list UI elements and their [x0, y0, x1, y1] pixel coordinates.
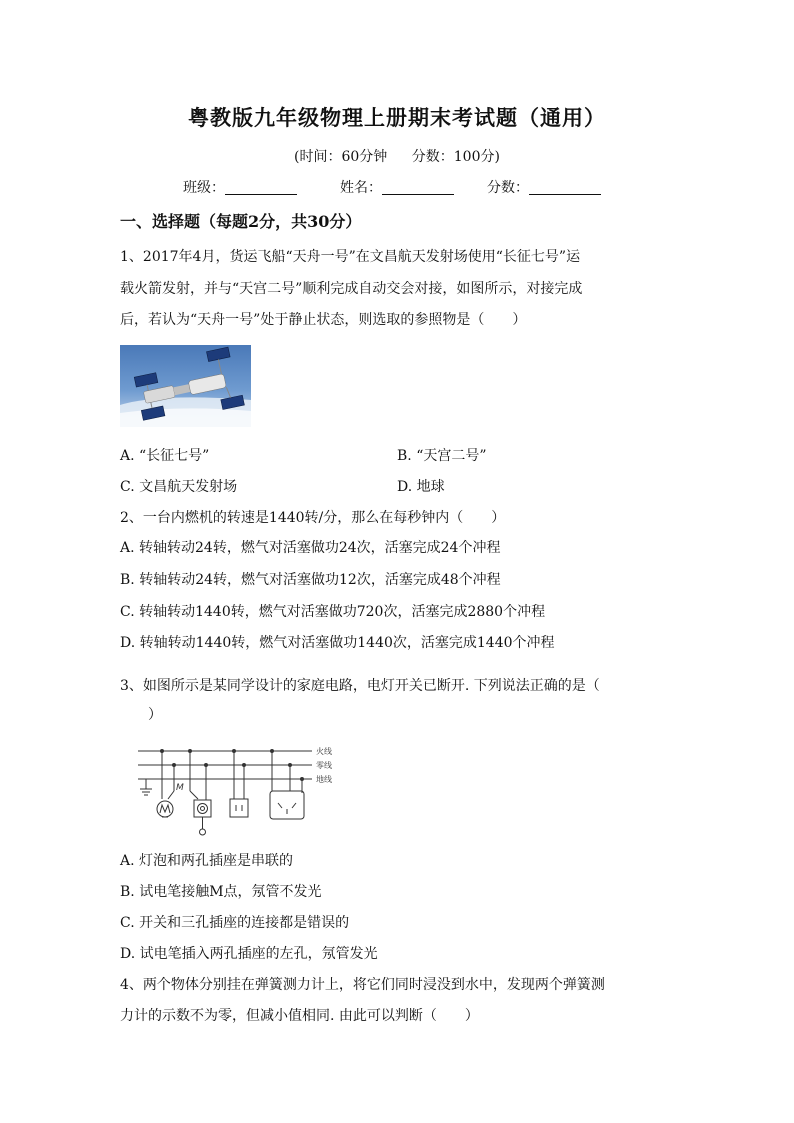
neutral-wire-label: 零线: [316, 761, 332, 770]
ground-wire-label: 地线: [316, 775, 332, 784]
score-field: [487, 177, 601, 197]
q3-option-b: B. 试电笔接触M点，氖管不发光: [120, 884, 322, 900]
live-wire-label: 火线: [316, 747, 332, 756]
q2-option-d: D. 转轴转动1440转，燃气对活塞做功1440次，活塞完成1440个冲程: [120, 635, 555, 651]
q1-stem-line3: 后，若认为“天舟一号”处于静止状态，则选取的参照物是（ ）: [120, 312, 527, 328]
exam-meta: [0, 146, 794, 166]
score-label: 分数：: [487, 180, 529, 196]
q1-stem-line1: 1、2017年4月，货运飞船“天舟一号”在文昌航天发射场使用“长征七号”运: [120, 249, 581, 265]
q3-option-a: A. 灯泡和两孔插座是串联的: [120, 853, 294, 869]
q1-option-b: B. “天宫二号”: [397, 448, 487, 464]
q2-option-b: B. 转轴转动24转，燃气对活塞做功12次，活塞完成48个冲程: [120, 572, 501, 588]
q4-stem-line2: 力计的示数不为零，但减小值相同. 由此可以判断（ ）: [120, 1008, 479, 1024]
q1-option-c: C. 文昌航天发射场: [120, 479, 238, 495]
q1-stem-line2: 载火箭发射，并与“天宫二号”顺利完成自动交会对接，如图所示，对接完成: [120, 281, 583, 297]
q2-stem: 2、一台内燃机的转速是1440转/分，那么在每秒钟内（ ）: [120, 510, 506, 526]
name-label: 姓名：: [340, 180, 382, 196]
q3-option-d: D. 试电笔插入两孔插座的左孔，氖管发光: [120, 946, 378, 962]
score-blank: [529, 180, 601, 195]
q4-stem-line1: 4、两个物体分别挂在弹簧测力计上，将它们同时浸没到水中，发现两个弹簧测: [120, 977, 605, 993]
space-station-photo: [120, 345, 251, 427]
q3-stem-line2: ）: [120, 707, 162, 723]
q3-option-c: C. 开关和三孔插座的连接都是错误的: [120, 915, 350, 931]
q2-option-a: A. 转轴转动24转，燃气对活塞做功24次，活塞完成24个冲程: [120, 540, 501, 556]
household-circuit-diagram: [132, 741, 347, 837]
class-blank: [225, 180, 297, 195]
class-field: [183, 177, 297, 197]
name-field: [340, 177, 454, 197]
page-title: 粤教版九年级物理上册期末考试题（通用）: [188, 105, 606, 130]
total-score: 分数：100分): [411, 149, 500, 165]
q2-option-c: C. 转轴转动1440转，燃气对活塞做功720次，活塞完成2880个冲程: [120, 604, 546, 620]
class-label: 班级：: [183, 180, 225, 196]
q3-stem-line1: 3、如图所示是某同学设计的家庭电路，电灯开关已断开. 下列说法正确的是（: [120, 678, 600, 694]
q1-option-a: A. “长征七号”: [120, 448, 210, 464]
point-m-label: M: [176, 783, 184, 793]
section-heading: 一、选择题（每题2分，共30分）: [120, 212, 362, 231]
time-limit: (时间：60分钟: [294, 149, 388, 165]
q1-option-d: D. 地球: [397, 479, 445, 495]
name-blank: [382, 180, 454, 195]
